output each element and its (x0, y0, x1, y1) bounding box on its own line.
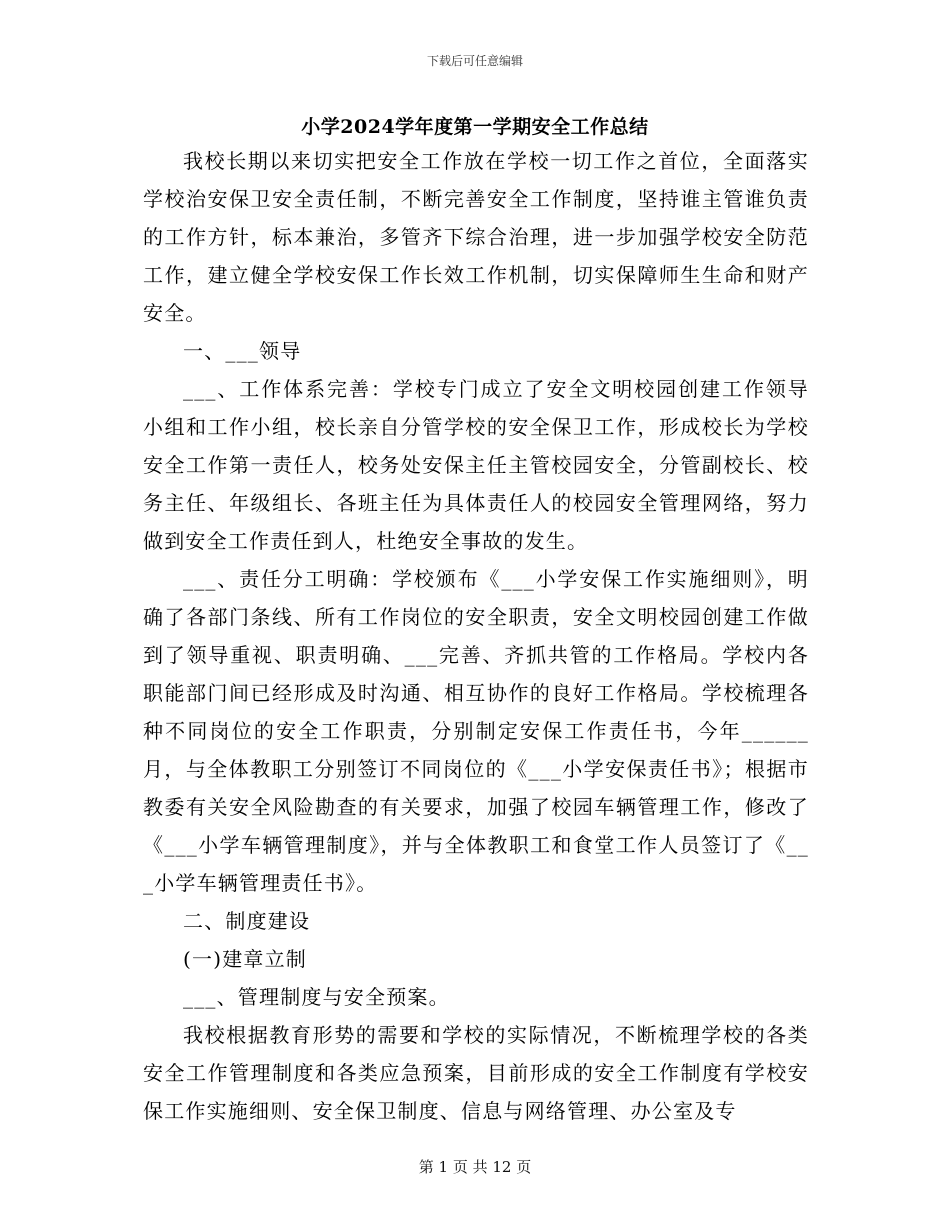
section-heading-system-building: 二、制度建设 (183, 909, 311, 933)
paragraph-intro: 我校长期以来切实把安全工作放在学校一切工作之首位，全面落实学校治安保卫安全责任制，不断完善安全工作制度，坚持谁主管谁负责的工作方针，标本兼治，多管齐下综合治理，进一步加强学校安全防范工作，建立健全学校安保工作长效工作机制，切实保障师生生命和财产安全。 (143, 149, 809, 325)
paragraph-work-system: ___、工作体系完善：学校专门成立了安全文明校园创建工作领导小组和工作小组，校长亲自分管学校的安全保卫工作，形成校长为学校安全工作第一责任人，校务处安保主任主管校园安全，分管副校长、校务主任、年级组长、各班主任为具体责任人的校园安全管理网络，努力做到安全工作责任到人，杜绝安全事故的发生。 (143, 377, 809, 553)
page-number: 第 1 页 共 12 页 (418, 1158, 532, 1176)
document-title: 小学2024学年度第一学期安全工作总结 (301, 116, 649, 138)
subsection-heading-rules: (一)建章立制 (183, 947, 308, 971)
paragraph-responsibility: ___、责任分工明确：学校颁布《___小学安保工作实施细则》，明确了各部门条线、所有工作岗位的安全职责，安全文明校园创建工作做到了领导重视、职责明确、___完善、齐抓共管的工作格局。学校内各职能部门间已经形成及时沟通、相互协作的良好工作格局。学校梳理各种不同岗位的安全工作职责，分别制定安保工作责任书，今年______月，与全体教职工分别签订不同岗位的《___小学安保责任书》；根据市教委有关安全风险勘查的有关要求，加强了校园车辆管理工作，修改了《___小学车辆管理制度》，并与全体教职工和食堂工作人员签订了《___小学车辆管理责任书》。 (143, 567, 809, 895)
download-note: 下载后可任意编辑 (426, 54, 523, 68)
item-heading-management-rules: ___、管理制度与安全预案。 (183, 985, 450, 1009)
section-heading-leadership: 一、___领导 (183, 339, 302, 363)
document-body (143, 142, 809, 1130)
paragraph-rules-detail: 我校根据教育形势的需要和学校的实际情况，不断梳理学校的各类安全工作管理制度和各类应急预案，目前形成的安全工作制度有学校安保工作实施细则、安全保卫制度、信息与网络管理、办公室及专 (143, 1023, 809, 1123)
